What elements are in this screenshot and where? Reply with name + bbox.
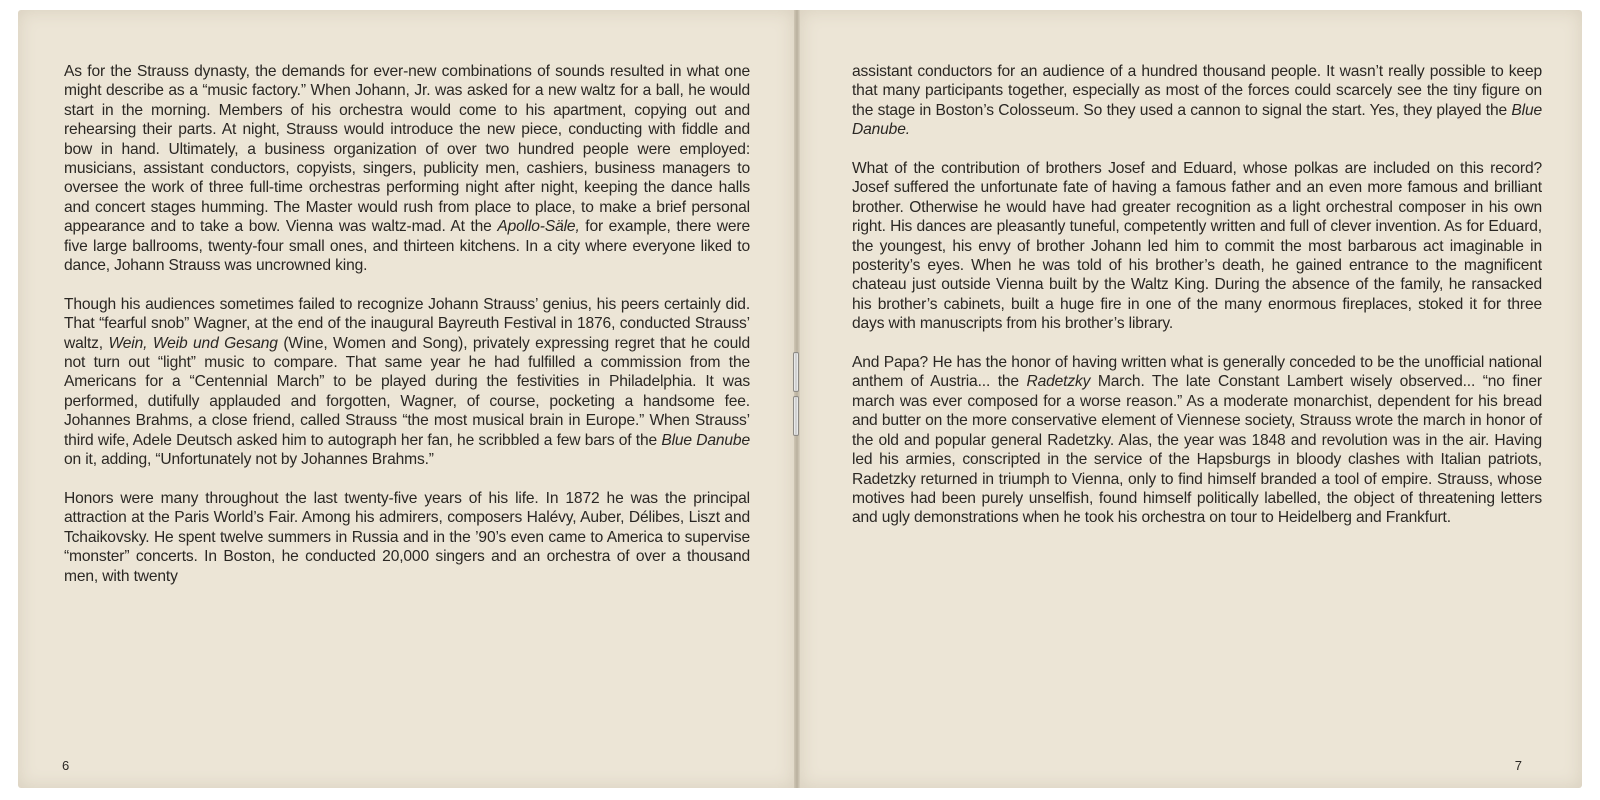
paragraph-text: And Papa? He has the honor of having written what is generally conceded to be the unofficial national anthem of Austria... the [852,354,1542,391]
paragraph [852,353,1542,528]
paragraph-text: Honors were many throughout the last twenty-five years of his life. In 1872 he was the principal attraction at the Paris World’s Fair. Among his admirers, composers Halévy, Auber, Délibes, Liszt and Tchaikovsky. He spent twelve summers in Russia and in the ’90’s even came to America to supervise “monster” concerts. In Boston, he conducted 20,000 singers and an orchestra of over a thousand men, with twenty [64,489,750,585]
paragraph-text: for example, there were five large ballrooms, twenty-four small ones, and thirteen kitchens. In a city where everyone liked to dance, Johann Strauss was uncrowned king. [64,218,750,275]
paragraph [852,159,1542,334]
italic-title-text: Apollo-Säle, [497,218,580,236]
page-number-right: 7 [1514,758,1522,773]
paragraph [64,489,750,586]
paragraph [64,62,750,275]
staple-top [793,352,799,392]
paragraph-text: What of the contribution of brothers Josef and Eduard, whose polkas are included on this record? Josef suffered the unfortunate fate of having a famous father and an even more famous and brilliant brother. Otherwise he would have had greater recognition as a light orchestral composer in his own right. His dances are pleasantly tuneful, competently written and full of clever invention. As for Eduard, the youngest, his envy of brother Johann led him to commit the most barbarous act imaginable in posterity’s eyes. When he was told of his brother’s death, he gained entrance to the magnificent chateau just outside Vienna built by the Waltz King. During the absence of the family, he ransacked his brother’s cabinets, built a huge fire in one of the many enormous fireplaces, stoked it for three days with manuscripts from his brother’s library. [852,160,1542,333]
right-page-text [852,62,1542,547]
italic-title-text: Blue Danube [661,431,750,449]
paragraph-text: on it, adding, “Unfortunately not by Johannes Brahms.” [64,451,434,469]
paragraph-text: (Wine, Women and Song), privately expressing regret that he could not turn out “light” music to compare. That same year he had fulfilled a commission from the Americans for a “Centennial March” to be played during the festivities in Philadelphia. It was performed, dutifully applauded and forgotten, Wagner, of course, pocketing a handsome fee. Johannes Brahms, a close friend, called Strauss “the most musical brain in Europe.” When Strauss’ third wife, Adele Deutsch asked him to autograph her fan, he scribbled a few bars of the [64,334,750,449]
paragraph [64,295,750,470]
paragraph [852,62,1542,140]
paragraph-text: Though his audiences sometimes failed to recognize Johann Strauss’ genius, his peers certainly did. That “fearful snob” Wagner, at the end of the inaugural Bayreuth Festival in 1876, conducted Strauss’ waltz, [64,295,750,352]
italic-title-text: Blue Danube. [852,101,1542,139]
left-page-text [64,62,750,605]
paragraph-text: As for the Strauss dynasty, the demands for ever-new combinations of sounds resulted in what one might describe as a “music factory.” When Johann, Jr. was asked for a new waltz for a ball, he would start in the morning. Members of his orchestra would come to his apartment, copying out and rehearsing their parts. At night, Strauss would introduce the new piece, conducting with fiddle and bow in hand. Ultimately, a business organization of over two hundred people were employed: musicians, assistant conductors, copyists, singers, publicity men, cashiers, business managers to oversee the work of three full-time orchestras performing night after night, keeping the dance halls and concert stages humming. The Master would rush from place to place, to make a brief personal appearance and to take a bow. Vienna was waltz-mad. At the [64,63,750,236]
italic-title-text: Wein, Weib und Gesang [108,334,278,352]
staple-bottom [793,396,799,436]
page-number-left: 6 [62,758,70,773]
left-page [18,10,794,788]
paragraph-text: March. The late Constant Lambert wisely observed... “no finer march was ever composed for a worse reason.” As a moderate monarchist, dependent for his bread and butter on the more conservative element of Viennese society, Strauss wrote the march in honor of the old and popular general Radetzky. Alas, the year was 1848 and revolution was in the air. Having led his armies, conscripted in the service of the Hapsburgs in bloody clashes with Italian patriots, Radetzky returned in triumph to Vienna, only to find himself branded a tool of empire. Strauss, whose motives had been purely unselfish, found himself politically labelled, the object of threatening letters and ugly demonstrations when he took his orchestra on tour to Heidelberg and Frankfurt. [852,373,1542,527]
italic-title-text: Radetzky [1026,373,1091,391]
right-page [800,10,1582,788]
paragraph-text: assistant conductors for an audience of a hundred thousand people. It wasn’t really possible to keep that many participants together, especially as most of the forces could scarcely see the tiny figure on the stage in Boston’s Colosseum. So they used a cannon to signal the start. Yes, they played the [852,63,1542,119]
